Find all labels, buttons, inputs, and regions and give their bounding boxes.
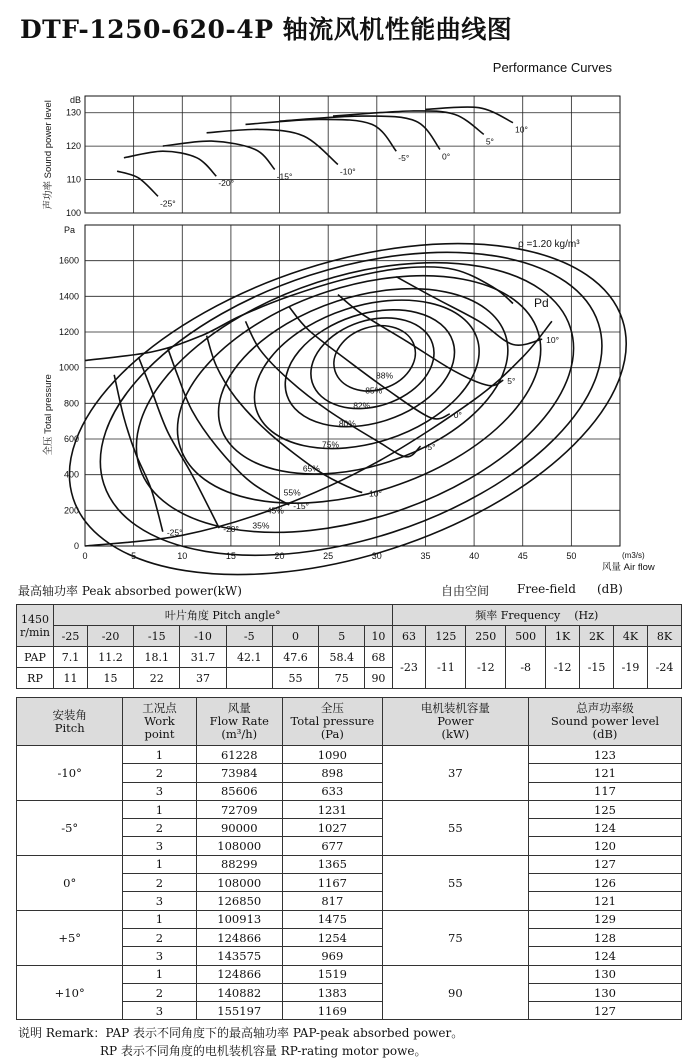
- frequency-value: -24: [647, 647, 681, 689]
- free-field-label-en: Free-field: [517, 582, 576, 596]
- sound-level-cell: 126: [529, 874, 682, 892]
- header-flow-line: (m³/h): [221, 727, 258, 741]
- pressure-curve-2: [168, 348, 290, 505]
- header-pitch-line: 安装角: [52, 707, 87, 722]
- header-sound: [529, 698, 682, 746]
- flow-rate-cell: 73984: [196, 764, 282, 782]
- work-point-header: [17, 698, 682, 746]
- performance-charts: [0, 84, 700, 584]
- frequency-value: -11: [426, 647, 466, 689]
- frequency-value: -19: [614, 647, 648, 689]
- sound-curve-label-4: -5°: [398, 153, 410, 164]
- efficiency-label-4: 75%: [322, 439, 340, 450]
- pitch-angle-cell: -10: [180, 626, 226, 647]
- pressure-ytick-label: 800: [63, 398, 79, 409]
- pressure-cell: 1231: [282, 800, 382, 818]
- pitch-angle-cell: 0: [272, 626, 318, 647]
- work-point-cell: 1: [123, 855, 196, 873]
- flow-rate-cell: 108000: [196, 874, 282, 892]
- sound-level-cell: 124: [529, 819, 682, 837]
- remark-line-1: 说明 Remark：PAP 表示不同角度下的最高轴功率 PAP-peak absorbed power。: [18, 1026, 464, 1040]
- pressure-x-unit: (m3/s): [622, 551, 645, 560]
- work-point-cell: 1: [123, 965, 196, 983]
- peak-power-table: [16, 604, 682, 689]
- pitch-angle-cell: 5: [319, 626, 365, 647]
- frequency-header: 频率 Frequency (Hz): [392, 605, 681, 626]
- frequency-value: -8: [506, 647, 546, 689]
- work-point-cell: 2: [123, 764, 196, 782]
- work-point-cell: 3: [123, 947, 196, 965]
- pitch-angle-cell: 10: [365, 626, 392, 647]
- frequency-value: -12: [546, 647, 580, 689]
- header-power-line: 电机装机容量: [420, 701, 490, 715]
- pressure-cell: 1475: [282, 910, 382, 928]
- flow-rate-cell: 88299: [196, 855, 282, 873]
- density-note: ρ =1.20 kg/m³: [518, 239, 580, 250]
- frequency-value: -12: [466, 647, 506, 689]
- pap-row-label: PAP: [17, 647, 54, 668]
- frequency-cell: 4K: [614, 626, 648, 647]
- header-flow: [196, 698, 282, 746]
- pressure-cell: 1167: [282, 874, 382, 892]
- efficiency-label-6: 55%: [283, 487, 301, 498]
- header-sound-line: 总声功率级: [576, 701, 634, 715]
- work-point-cell: 2: [123, 983, 196, 1001]
- speed-cell: 1450 r/min: [17, 605, 54, 647]
- pressure-cell: 1027: [282, 819, 382, 837]
- work-point-cell: 1: [123, 746, 196, 764]
- pressure-cell: 1090: [282, 746, 382, 764]
- pressure-xtick-label: 0: [82, 551, 88, 561]
- flow-rate-cell: 72709: [196, 800, 282, 818]
- sound-ytick-label: 130: [65, 107, 81, 118]
- pressure-curve-label-3: -10°: [366, 488, 382, 499]
- rp-row-value: [226, 668, 272, 689]
- table-row: [17, 800, 682, 818]
- sound-curve-0: [117, 171, 158, 196]
- power-cell: 75: [382, 910, 528, 965]
- pressure-ytick-label: 400: [63, 469, 79, 480]
- sound-level-cell: 121: [529, 764, 682, 782]
- sound-curve-6: [333, 111, 484, 135]
- pressure-xtick-label: 20: [274, 551, 285, 561]
- sound-level-cell: 123: [529, 746, 682, 764]
- work-point-cell: 3: [123, 1002, 196, 1020]
- rp-row-value: 11: [54, 668, 88, 689]
- pitch-angle-cell: -5: [226, 626, 272, 647]
- header-pressure-line: Total pressure: [290, 714, 375, 728]
- pitch-cell: -10°: [17, 746, 123, 801]
- pressure-curve-0: [114, 375, 163, 532]
- flow-rate-cell: 124866: [196, 928, 282, 946]
- pressure-xtick-label: 40: [469, 551, 480, 561]
- pressure-xtick-label: 5: [131, 551, 137, 561]
- pressure-ytick-label: 1400: [58, 291, 79, 302]
- power-cell: 90: [382, 965, 528, 1020]
- sound-curve-2: [163, 141, 275, 169]
- frequency-value: -15: [580, 647, 614, 689]
- pd-curve: [85, 321, 552, 546]
- table-row: [17, 965, 682, 983]
- chart-subtitle: Performance Curves: [492, 60, 612, 75]
- pressure-curve-7: [396, 277, 542, 346]
- flow-rate-cell: 108000: [196, 837, 282, 855]
- pap-head-row: [17, 626, 682, 647]
- pressure-ytick-label: 200: [63, 505, 79, 516]
- sound-level-cell: 125: [529, 800, 682, 818]
- table-row: [17, 746, 682, 764]
- pressure-cell: 817: [282, 892, 382, 910]
- pitch-cell: 0°: [17, 855, 123, 910]
- work-point-cell: 2: [123, 819, 196, 837]
- frequency-value: -23: [392, 647, 426, 689]
- flow-rate-cell: 85606: [196, 782, 282, 800]
- pressure-xtick-label: 50: [566, 551, 577, 561]
- frequency-cell: 250: [466, 626, 506, 647]
- pressure-ytick-label: 1600: [58, 255, 79, 266]
- flow-rate-cell: 90000: [196, 819, 282, 837]
- header-power-line: Power: [437, 714, 474, 728]
- pressure-curve-label-7: 10°: [546, 335, 560, 346]
- header-point-line: point: [144, 727, 175, 741]
- header-pressure: [282, 698, 382, 746]
- pitch-cell: +10°: [17, 965, 123, 1020]
- frequency-cell: 2K: [580, 626, 614, 647]
- sound-curve-label-3: -10°: [339, 166, 356, 177]
- header-sound-line: (dB): [592, 727, 618, 741]
- sound-ytick-label: 120: [65, 141, 81, 152]
- flow-rate-cell: 100913: [196, 910, 282, 928]
- power-table-heading: 最高轴功率 Peak absorbed power(kW): [18, 584, 242, 598]
- pitch-angle-cell: -25: [54, 626, 88, 647]
- pressure-xtick-label: 45: [517, 551, 528, 561]
- sound-level-cell: 121: [529, 892, 682, 910]
- header-point-line: 工况点: [142, 701, 177, 715]
- rp-row-value: 75: [319, 668, 365, 689]
- pressure-curve-label-1: -20°: [223, 524, 239, 535]
- efficiency-label-7: 45%: [266, 505, 284, 516]
- work-point-cell: 3: [123, 837, 196, 855]
- header-pitch-line: Pitch: [54, 720, 85, 735]
- work-point-table: [16, 697, 682, 1020]
- header-point: [123, 698, 196, 746]
- pap-row-value: 11.2: [87, 647, 133, 668]
- flow-rate-cell: 143575: [196, 947, 282, 965]
- flow-rate-cell: 124866: [196, 965, 282, 983]
- pressure-xtick-label: 25: [323, 551, 334, 561]
- power-cell: 55: [382, 855, 528, 910]
- pressure-cell: 1365: [282, 855, 382, 873]
- work-point-cell: 3: [123, 782, 196, 800]
- pressure-curve-label-4: -5°: [424, 442, 436, 453]
- rp-row-value: 22: [134, 668, 180, 689]
- work-point-cell: 1: [123, 800, 196, 818]
- pressure-curve-label-2: -15°: [293, 500, 309, 511]
- sound-plot-frame: [85, 96, 620, 213]
- pressure-y-axis-label: 全压 Total pressure: [43, 374, 54, 456]
- sound-level-cell: 128: [529, 928, 682, 946]
- header-pressure-line: 全压: [320, 701, 344, 715]
- pap-row-value: 47.6: [272, 647, 318, 668]
- pitch-cell: +5°: [17, 910, 123, 965]
- sound-y-axis-label: 声功率 Sound power level: [43, 100, 54, 210]
- sound-curve-7: [426, 107, 514, 123]
- sound-curve-label-7: 10°: [515, 124, 528, 135]
- header-pitch: [17, 698, 123, 746]
- table-row: [17, 910, 682, 928]
- sound-curve-label-6: 5°: [485, 136, 494, 147]
- rp-row-value: 55: [272, 668, 318, 689]
- efficiency-label-1: 85%: [365, 385, 383, 396]
- work-point-cell: 1: [123, 910, 196, 928]
- pressure-cell: 1169: [282, 1002, 382, 1020]
- pressure-cell: 677: [282, 837, 382, 855]
- efficiency-label-5: 65%: [302, 463, 320, 474]
- table-row: [17, 855, 682, 873]
- pap-row-value: 7.1: [54, 647, 88, 668]
- work-point-body: [17, 746, 682, 1020]
- free-field-unit: (dB): [597, 582, 623, 596]
- remark-line-2: RP 表示不同角度的电机装机容量 RP-rating motor powe。: [100, 1044, 427, 1058]
- sound-level-cell: 120: [529, 837, 682, 855]
- header-sound-line: Sound power level: [550, 714, 660, 728]
- pressure-cell: 1383: [282, 983, 382, 1001]
- pap-row-value: 68: [365, 647, 392, 668]
- sound-ytick-label: 100: [65, 208, 81, 218]
- rp-row-label: RP: [17, 668, 54, 689]
- sound-curve-label-5: 0°: [442, 151, 451, 162]
- pressure-cell: 1254: [282, 928, 382, 946]
- frequency-cell: 63: [392, 626, 426, 647]
- sound-ytick-label: 110: [66, 174, 81, 185]
- pap-row: [17, 647, 682, 668]
- header-pressure-line: (Pa): [320, 727, 344, 741]
- frequency-cell: 8K: [647, 626, 681, 647]
- pressure-ytick-label: 0: [73, 541, 79, 551]
- header-flow-line: 风量: [227, 701, 251, 715]
- header-power-line: (kW): [441, 727, 470, 741]
- work-point-cell: 2: [123, 874, 196, 892]
- sound-level-cell: 124: [529, 947, 682, 965]
- pressure-curve-label-6: 5°: [507, 376, 516, 387]
- pap-row-value: 31.7: [180, 647, 226, 668]
- frequency-cell: 1K: [546, 626, 580, 647]
- pitch-angle-cell: -20: [87, 626, 133, 647]
- sound-curve-3: [207, 129, 338, 164]
- pressure-y-unit: Pa: [63, 225, 75, 235]
- total-pressure-chart: [28, 181, 668, 584]
- header-power: [382, 698, 528, 746]
- stall-envelope: [85, 267, 513, 361]
- pressure-cell: 898: [282, 764, 382, 782]
- pap-row-value: 42.1: [226, 647, 272, 668]
- pd-label: Pd: [534, 296, 549, 310]
- header-point-line: Work: [144, 714, 175, 728]
- flow-rate-cell: 61228: [196, 746, 282, 764]
- flow-rate-cell: 126850: [196, 892, 282, 910]
- sound-level-cell: 129: [529, 910, 682, 928]
- pressure-xtick-label: 10: [177, 551, 188, 561]
- efficiency-label-2: 82%: [353, 400, 371, 411]
- sound-y-unit: dB: [69, 95, 81, 105]
- efficiency-label-8: 35%: [252, 520, 270, 531]
- work-point-cell: 2: [123, 928, 196, 946]
- remark: [18, 1024, 463, 1060]
- sound-level-cell: 127: [529, 1002, 682, 1020]
- pressure-ytick-label: 600: [63, 434, 79, 444]
- pitch-cell: -5°: [17, 800, 123, 855]
- free-field-label-cn: 自由空间: [441, 584, 490, 598]
- rp-row-value: 90: [365, 668, 392, 689]
- page-title: DTF-1250-620-4P 轴流风机性能曲线图: [20, 15, 513, 44]
- efficiency-contour-7: [62, 195, 640, 584]
- sound-level-cell: 130: [529, 965, 682, 983]
- pressure-cell: 633: [282, 782, 382, 800]
- pressure-cell: 969: [282, 947, 382, 965]
- efficiency-label-3: 80%: [338, 418, 356, 429]
- pap-row-value: 18.1: [134, 647, 180, 668]
- pressure-curve-3: [207, 336, 363, 493]
- pressure-ytick-label: 1200: [58, 327, 79, 337]
- power-cell: 37: [382, 746, 528, 801]
- pressure-curve-label-5: 0°: [453, 410, 462, 421]
- sound-curve-label-2: -15°: [276, 171, 293, 182]
- sound-level-cell: 127: [529, 855, 682, 873]
- pressure-ytick-label: 1000: [58, 362, 79, 373]
- frequency-cell: 500: [506, 626, 546, 647]
- pressure-curve-label-0: -25°: [166, 527, 183, 538]
- sound-curve-1: [124, 151, 216, 176]
- efficiency-label-0: 88%: [376, 370, 394, 381]
- pressure-cell: 1519: [282, 965, 382, 983]
- frequency-cell: 125: [426, 626, 466, 647]
- rp-row-value: 15: [87, 668, 133, 689]
- flow-rate-cell: 140882: [196, 983, 282, 1001]
- header-flow-line: Flow Rate: [209, 714, 269, 728]
- sound-power-chart: [42, 95, 620, 218]
- sound-level-cell: 130: [529, 983, 682, 1001]
- power-cell: 55: [382, 800, 528, 855]
- pressure-x-axis-label: 风量 Air flow: [602, 562, 655, 573]
- pressure-xtick-label: 35: [420, 551, 431, 561]
- pitch-angle-cell: -15: [134, 626, 180, 647]
- flow-rate-cell: 155197: [196, 1002, 282, 1020]
- pressure-xtick-label: 30: [371, 551, 382, 561]
- pressure-xtick-label: 15: [225, 551, 236, 561]
- sound-curve-label-0: -25°: [159, 198, 176, 209]
- rp-row-value: 37: [180, 668, 226, 689]
- pitch-header: 叶片角度 Pitch angle°: [54, 605, 393, 626]
- pap-row-value: 58.4: [319, 647, 365, 668]
- sound-curve-label-1: -20°: [218, 178, 235, 189]
- work-point-cell: 3: [123, 892, 196, 910]
- sound-level-cell: 117: [529, 782, 682, 800]
